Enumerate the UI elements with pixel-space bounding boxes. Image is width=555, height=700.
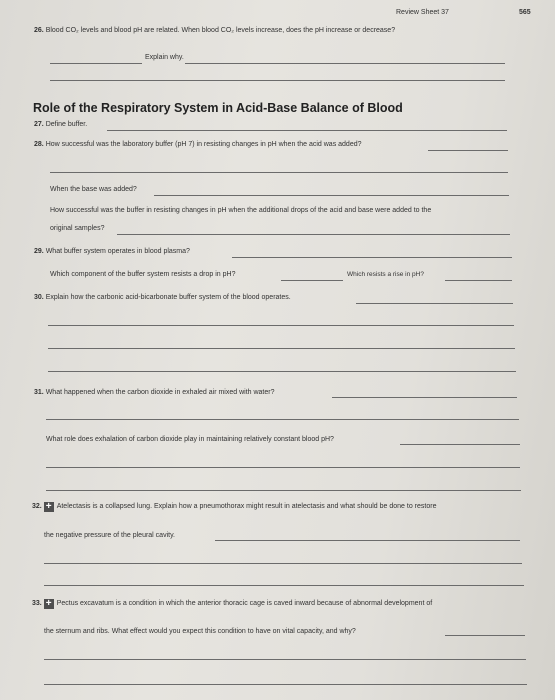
question-number: 26.	[34, 27, 44, 34]
answer-line[interactable]	[232, 257, 512, 258]
question-number: 27.	[34, 121, 44, 128]
answer-line[interactable]	[46, 467, 520, 468]
page-number: 565	[519, 9, 531, 16]
question-number: 31.	[34, 389, 44, 396]
answer-line[interactable]	[185, 63, 505, 64]
answer-line[interactable]	[154, 195, 509, 196]
question-28-sub-base: When the base was added?	[50, 186, 137, 193]
sheet-label: Review Sheet 37	[396, 9, 449, 16]
question-text: How successful was the laboratory buffer (pH 7) in resisting changes in pH when the acid was added?	[45, 141, 362, 148]
question-28-sub-original: original samples?	[50, 225, 105, 232]
question-29	[34, 248, 190, 255]
question-30	[34, 294, 291, 301]
answer-line[interactable]	[117, 234, 510, 235]
answer-line[interactable]	[445, 635, 525, 636]
answer-line[interactable]	[332, 397, 517, 398]
question-32	[32, 502, 436, 512]
question-number: 32.	[32, 503, 42, 510]
question-28	[34, 141, 362, 148]
question-number: 30.	[34, 294, 44, 301]
answer-line[interactable]	[50, 63, 142, 64]
question-text: What happened when the carbon dioxide in exhaled air mixed with water?	[45, 389, 275, 396]
answer-line[interactable]	[50, 80, 505, 81]
question-28-sub-additional: How successful was the buffer in resisting changes in pH when the additional drops of the acid and base were added to the	[50, 207, 432, 214]
answer-line[interactable]	[44, 585, 524, 586]
question-number: 33.	[32, 600, 42, 607]
answer-line[interactable]	[46, 490, 521, 491]
answer-line[interactable]	[48, 325, 514, 326]
plus-icon: +	[44, 502, 54, 512]
question-29-sub-drop: Which component of the buffer system resists a drop in pH?	[50, 271, 236, 278]
question-text: Explain how the carbonic acid-bicarbonate buffer system of the blood operates.	[45, 294, 291, 301]
question-31-sub: What role does exhalation of carbon dioxide play in maintaining relatively constant blood pH?	[46, 436, 334, 443]
question-26	[34, 27, 395, 34]
question-33	[32, 599, 432, 609]
question-number: 29.	[34, 248, 44, 255]
question-text: Pectus excavatum is a condition in which the anterior thoracic cage is caved inward because of abnormal development of	[56, 600, 433, 607]
question-number: 28.	[34, 141, 44, 148]
section-title: Role of the Respiratory System in Acid-Base Balance of Blood	[33, 101, 403, 115]
answer-line[interactable]	[400, 444, 520, 445]
answer-line[interactable]	[48, 348, 515, 349]
question-27	[34, 121, 87, 128]
answer-line[interactable]	[356, 303, 513, 304]
answer-line[interactable]	[445, 280, 512, 281]
question-text: Atelectasis is a collapsed lung. Explain how a pneumothorax might result in atelectasis and what should be done to restore	[56, 503, 437, 510]
answer-line[interactable]	[44, 659, 526, 660]
plus-icon: +	[44, 599, 54, 609]
question-26-sub: Explain why.	[145, 54, 184, 61]
question-29-sub-rise: Which resists a rise in pH?	[347, 271, 424, 278]
question-33-sub: the sternum and ribs. What effect would you expect this condition to have on vital capacity, and why?	[44, 628, 356, 635]
answer-line[interactable]	[428, 150, 508, 151]
question-text: Blood CO₂ levels and blood pH are related. When blood CO₂ levels increase, does the pH increase or decrease?	[45, 27, 396, 34]
answer-line[interactable]	[281, 280, 343, 281]
answer-line[interactable]	[48, 371, 516, 372]
answer-line[interactable]	[44, 684, 527, 685]
question-31	[34, 389, 275, 396]
question-text: Define buffer.	[45, 121, 88, 128]
answer-line[interactable]	[44, 563, 522, 564]
question-text: What buffer system operates in blood plasma?	[45, 248, 190, 255]
question-32-sub: the negative pressure of the pleural cavity.	[44, 532, 176, 539]
answer-line[interactable]	[50, 172, 508, 173]
answer-line[interactable]	[107, 130, 507, 131]
answer-line[interactable]	[46, 419, 519, 420]
answer-line[interactable]	[215, 540, 520, 541]
